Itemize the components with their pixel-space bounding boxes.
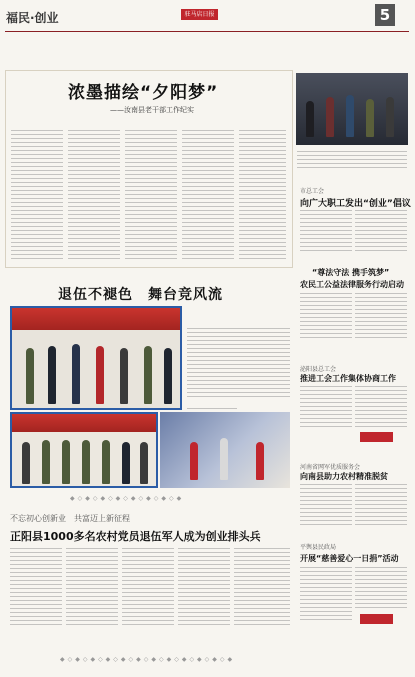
article-3-kicker: 不忘初心创新业 共富迈上新征程 xyxy=(10,514,130,523)
brief-1-col1 xyxy=(300,210,352,252)
brief-2-col1 xyxy=(300,293,352,341)
article-3-col4 xyxy=(178,548,230,628)
page-header xyxy=(0,0,415,32)
article-1-col5 xyxy=(239,130,286,262)
brief-5-title: 开展“慈善爱心一日捐”活动 xyxy=(300,554,399,563)
photo-performers xyxy=(10,412,158,488)
article-1-title: 浓墨描绘“夕阳梦” xyxy=(68,83,219,103)
ad-stamp-2 xyxy=(360,614,393,624)
article-3-col1 xyxy=(10,548,62,628)
article-1-col1 xyxy=(11,130,63,262)
ornament-divider-1: ◆◇◆◇◆◇◆◇◆◇◆◇◆◇◆ xyxy=(70,495,185,502)
photo-top-right xyxy=(296,73,408,145)
article-1-subtitle: ——汝南县老干部工作纪实 xyxy=(110,106,194,114)
photo-stage-dance xyxy=(160,412,290,488)
article-3-col3 xyxy=(122,548,174,628)
photo-award-ceremony xyxy=(10,306,182,410)
ornament-divider-2: ◆◇◆◇◆◇◆◇◆◇◆◇◆◇◆◇◆◇◆◇◆◇◆ xyxy=(60,656,236,663)
photo-top-right-caption xyxy=(297,151,407,169)
brief-5-org: 平舆县民政局 xyxy=(300,544,337,551)
article-2-body xyxy=(187,328,290,400)
brief-5-col2 xyxy=(355,567,407,611)
brief-4-col2 xyxy=(355,484,407,526)
brief-1-title: 向广大职工发出“创业”倡议 xyxy=(300,199,411,209)
article-3-col5 xyxy=(234,548,290,628)
ad-stamp-1 xyxy=(360,432,393,442)
article-2-title: 退伍不褪色 舞台竞风流 xyxy=(58,287,223,303)
brief-4-org: 河南省网军优质服务会 xyxy=(300,464,361,471)
brief-3-col1 xyxy=(300,386,352,430)
page-number: 5 xyxy=(375,4,395,26)
article-1-col4 xyxy=(182,130,234,262)
brief-3-org: 泌阳县总工会 xyxy=(300,366,337,373)
brief-2-col2 xyxy=(355,293,407,341)
article-3-col2 xyxy=(66,548,118,628)
brief-3-col2 xyxy=(355,386,407,430)
header-rule xyxy=(5,31,409,32)
article-1-col3 xyxy=(125,130,177,262)
article-3-title: 正阳县1000多名农村党员退伍军人成为创业排头兵 xyxy=(10,530,261,543)
brief-5-col1 xyxy=(300,567,352,623)
brief-4-title: 向南县助力农村精准脱贫 xyxy=(300,472,388,481)
brief-3-title: 推进工会工作集体协商工作 xyxy=(300,374,396,383)
article-1-col2 xyxy=(68,130,120,262)
brief-1-org: 市总工会 xyxy=(300,188,325,195)
section-title: 福民·创业 xyxy=(6,11,59,25)
brief-2-title-line1: “尊法守法 携手筑梦” xyxy=(312,268,390,277)
brief-2-title-line2: 农民工公益法律服务行动启动 xyxy=(300,280,404,289)
brief-1-col2 xyxy=(355,210,407,252)
brief-4-col1 xyxy=(300,484,352,526)
newspaper-logo: 驻马店日报 xyxy=(181,9,218,20)
